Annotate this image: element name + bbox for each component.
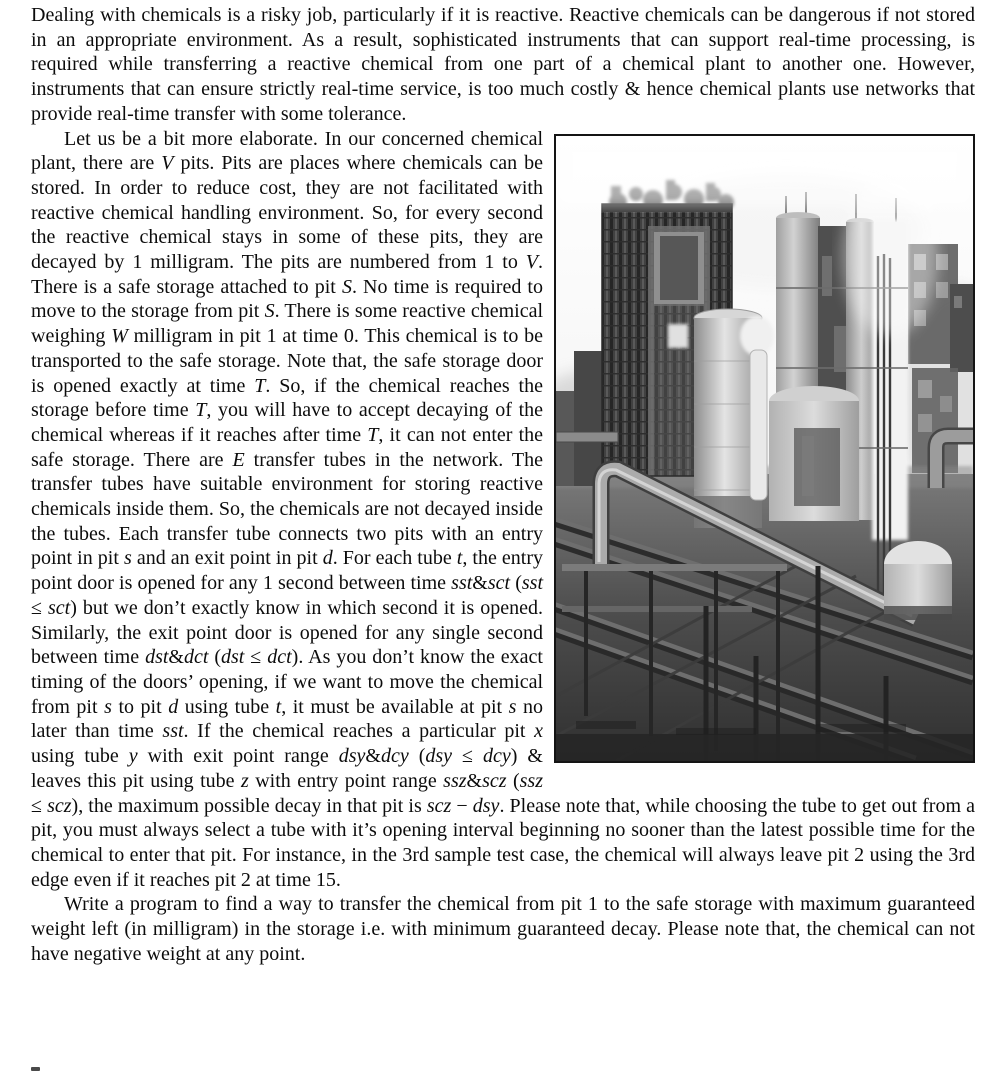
text-run: with exit point range [137,745,339,768]
text-run: to pit [111,695,169,718]
text-run: . No time is required to move to the storage from pit [31,275,543,323]
math-var: t [456,547,463,570]
math-var: E [232,448,245,471]
text-run: Write a program to find a way to transfer the chemical from pit 1 to the safe storage with maximum guaranteed weight left (in milligram) in the storage i.e. with minimum guaranteed decay. Please note that, the chemical can not have negative weight at any point. [31,893,975,965]
text-run: using tube [31,745,129,768]
math-var: S [341,275,352,298]
chemical-plant-photo [554,134,975,763]
text-run: ( [510,572,522,595]
paragraph-task [31,892,975,966]
cropped-text-artifact [31,1067,40,1071]
text-run: ≤ [452,745,483,768]
math-var: d [168,695,179,718]
text-run: ( [408,745,426,768]
math-var: scz [426,794,452,817]
math-var: t [275,695,282,718]
math-var: z [240,769,249,792]
math-var: W [111,325,128,348]
text-run: ≤ [244,646,268,669]
math-var: dst [145,646,169,669]
math-var: dst [221,646,245,669]
text-run: ), the maximum possible decay in that pit is [71,794,427,817]
text-run: . For each tube [332,547,457,570]
text-run: and an exit point in pit [131,547,323,570]
text-run: & [365,745,381,768]
math-var: ssz [443,769,467,792]
math-var: dct [267,646,292,669]
math-var: dcy [483,745,511,768]
math-var: s [104,695,112,718]
text-run: . If the chemical reaches a particular pit [183,720,535,743]
math-var: T [254,374,266,397]
text-run: . There is some reactive chemical weighing [31,300,543,348]
math-var: V [525,251,538,274]
math-var: s [508,695,517,718]
text-run: , it can not enter the safe storage. There are [31,423,544,471]
math-var: s [123,547,132,570]
text-run: , you will have to accept decaying of the chemical whereas if it reaches after time [31,399,543,446]
text-run: − [451,794,473,817]
text-run: & [466,769,483,792]
math-var: dsy [472,794,500,817]
text-run: . Please note that, while choosing the tube to get out from a pit, you must always select a tube with it’s opening interval beginning no sooner than the latest possible time for the chemical to enter that pit. For instance, in the 3rd sample test case, the chemical will always leave pit 2 using the 3rd edge even if it reaches pit 2 at time 15. [31,794,975,891]
text-run: ) & leaves this pit using tube [31,745,543,792]
math-var: T [367,423,379,446]
math-var: x [534,720,543,743]
text-run: ( [506,769,520,792]
math-var: sst [521,572,544,595]
math-var: d [322,547,333,570]
text-run: & [472,572,488,595]
paragraph-intro [31,3,975,127]
math-var: V [161,152,174,175]
photo-spherical-tank [884,541,952,620]
text-run: ). As you don’t know the exact timing of the doors’ opening, if we want to move the chemical from pit [31,646,543,718]
text-run: ≤ [31,596,48,619]
math-var: dct [183,646,209,669]
photo-top-glow [556,136,973,206]
text-run: & [168,646,184,669]
text-run: ) but we don’t exactly know in which second it is opened. Similarly, the exit point door is opened for any single second between time [31,596,543,669]
math-var: scz [47,794,72,817]
math-var: sst [451,572,473,595]
math-var: sst [162,720,184,743]
photo-process-vessel [769,386,859,521]
math-var: S [264,300,275,323]
text-run: pits. Pits are places where chemicals can be stored. In order to reduce cost, they are not facilitated with reactive chemical handling environment. So, for every second the reactive chemical stays in some of these pits, they are decayed by 1 milligram. The pits are numbered from 1 to [31,152,543,274]
text-run: , the entry point door is opened for any 1 second between time [31,547,543,595]
chemical-plant-photo-art [556,136,973,761]
math-var: dcy [380,745,409,768]
text-run: milligram in pit 1 at time 0. This chemical is to be transported to the safe storage. Note that, the safe storage door is opened exactly at time [31,325,543,397]
text-run: no later than time [31,695,544,743]
text-run: . There is a safe storage attached to pit [31,251,543,298]
math-var: y [128,745,138,768]
text-run: using tube [178,695,276,718]
math-var: sct [487,572,511,595]
text-run: Let us be a bit more elaborate. In our concerned chemical plant, there are [31,127,543,175]
text-run: ( [208,646,222,669]
text-run: Dealing with chemicals is a risky job, particularly if it is reactive. Reactive chemicals can be dangerous if not stored in an appropriate environment. As a result, sophisticated instruments that can support real-time processing, is required while transferring a reactive chemical from one part of a chemical plant to another one. However, instruments that can ensure strictly real-time service, is too much costly & hence chemical plants use networks that provide real-time transfer with some tolerance. [31,4,975,125]
text-run: , it must be available at pit [281,695,509,718]
math-var: sct [47,596,71,619]
text-run: transfer tubes in the network. The transfer tubes have suitable environment for storing reactive chemicals inside them. So, the chemicals are not decayed inside the tubes. Each transfer tube connects two pits with an entry point in pit [31,448,543,570]
math-var: scz [482,769,507,792]
math-var: dsy [425,745,453,768]
text-run: with entry point range [248,769,444,792]
math-var: ssz [519,769,543,792]
text-run: ≤ [31,794,48,817]
math-var: dsy [338,745,366,768]
math-var: T [195,399,207,422]
text-run: . So, if the chemical reaches the storage before time [31,374,543,422]
